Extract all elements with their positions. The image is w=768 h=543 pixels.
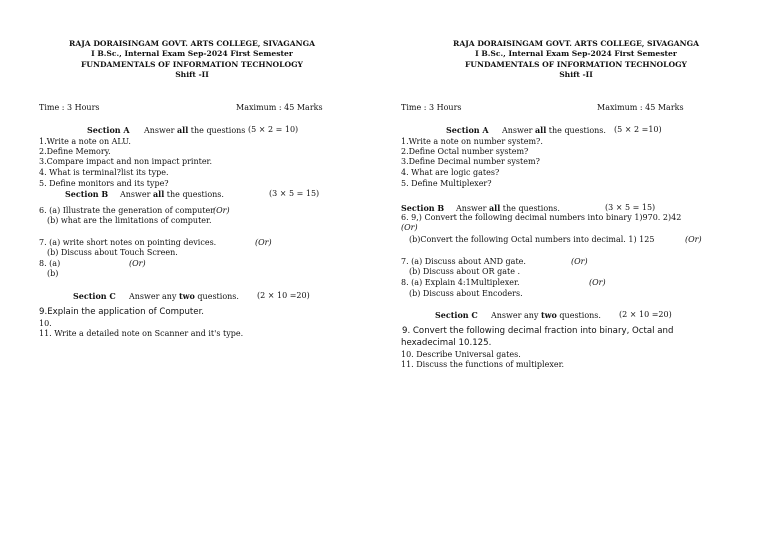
- instr-text: Answer any: [129, 292, 179, 301]
- section-c-instruction: [491, 310, 601, 321]
- section-a-instruction: [144, 125, 245, 136]
- instr-bold: all: [176, 125, 189, 135]
- question-2: 2.Define Octal number system?: [401, 147, 529, 156]
- section-c-marks: (2 × 10 =20): [257, 291, 310, 300]
- question-6b: (b) what are the limitations of computer.: [47, 216, 212, 225]
- instr-text: questions.: [556, 311, 601, 320]
- or-label: (Or): [401, 223, 418, 232]
- question-7b: (b) Discuss about OR gate .: [409, 267, 521, 276]
- section-c-instruction: [129, 291, 239, 302]
- question-10: 10. Describe Universal gates.: [401, 350, 521, 359]
- question-5: 5. Define Multiplexer?: [401, 179, 492, 188]
- or-label: (Or): [571, 257, 588, 266]
- section-a-heading: [87, 125, 130, 136]
- instr-text: the questions.: [164, 190, 224, 199]
- instr-text: Answer: [120, 190, 153, 199]
- instr-text: Answer: [456, 204, 489, 213]
- question-6a: 6. (a) Illustrate the generation of computer: [39, 206, 215, 215]
- question-6a: 6. 9,) Convert the following decimal numbers into binary 1)970. 2)42: [401, 213, 682, 222]
- question-7a: 7. (a) write short notes on pointing devices.: [39, 238, 217, 247]
- section-a-title: Section A: [446, 125, 489, 135]
- exam-title: I B.Sc., Internal Exam Sep-2024 First Semester: [91, 49, 293, 58]
- question-7-or: [255, 238, 272, 248]
- time-label: Time : 3 Hours: [401, 103, 462, 112]
- question-7b: (b) Discuss about Touch Screen.: [47, 248, 178, 257]
- college-name: RAJA DORAISINGAM GOVT. ARTS COLLEGE, SIVAGANGA: [69, 39, 315, 48]
- question-8b: (b): [47, 269, 59, 278]
- time-label: Time : 3 Hours: [39, 103, 100, 112]
- college-name: RAJA DORAISINGAM GOVT. ARTS COLLEGE, SIVAGANGA: [453, 39, 699, 48]
- or-label: (Or): [685, 235, 702, 244]
- instr-bold: all: [488, 203, 501, 213]
- instr-bold: all: [152, 189, 165, 199]
- section-c-heading: [435, 310, 478, 321]
- instr-text: Answer: [502, 126, 535, 135]
- shift-label: Shift -II: [175, 70, 209, 79]
- or-label: (Or): [213, 206, 230, 215]
- section-a-heading: [446, 125, 489, 136]
- question-4: 4. What are logic gates?: [401, 168, 500, 177]
- instr-text: Answer: [144, 126, 177, 135]
- section-a-marks: (5 × 2 =10): [614, 125, 662, 134]
- question-11: 11. Write a detailed note on Scanner and it's type.: [39, 329, 244, 338]
- section-c-heading: [73, 291, 116, 302]
- question-7a: 7. (a) Discuss about AND gate.: [401, 257, 526, 266]
- subject-title: FUNDAMENTALS OF INFORMATION TECHNOLOGY: [465, 60, 687, 69]
- question-8a: 8. (a) Explain 4:1Multiplexer.: [401, 278, 520, 287]
- section-b-title: Section B: [65, 189, 109, 199]
- instr-text: the questions.: [500, 204, 560, 213]
- question-8a: 8. (a): [39, 259, 61, 268]
- question-11: 11. Discuss the functions of multiplexer.: [401, 360, 565, 369]
- or-label: (Or): [255, 238, 272, 247]
- instr-text: Answer any: [491, 311, 541, 320]
- instr-bold: all: [534, 125, 547, 135]
- section-a-instruction: [502, 125, 606, 136]
- section-b-marks: (3 × 5 = 15): [269, 189, 320, 198]
- question-3: 3.Compare impact and non impact printer.: [39, 157, 213, 166]
- instr-text: questions.: [194, 292, 239, 301]
- instr-bold: two: [178, 291, 195, 301]
- question-6b-or: [685, 235, 702, 245]
- instr-text: the questions.: [546, 126, 606, 135]
- question-8-or: [589, 278, 606, 288]
- question-6-or: [213, 206, 230, 216]
- question-10: 10.: [39, 319, 52, 328]
- or-label: (Or): [129, 259, 146, 268]
- section-b-heading: [65, 189, 108, 200]
- section-a-marks: (5 × 2 = 10): [248, 125, 299, 134]
- section-c-title: Section C: [73, 291, 116, 301]
- max-marks-label: Maximum : 45 Marks: [597, 103, 684, 112]
- question-1: 1.Write a note on ALU.: [39, 137, 131, 146]
- question-7-or: [571, 257, 588, 267]
- right-question-paper: [384, 0, 768, 543]
- instr-text: the questions: [188, 126, 246, 135]
- question-1: 1.Write a note on number system?.: [401, 137, 543, 146]
- section-c-marks: (2 × 10 =20): [619, 310, 672, 319]
- instr-bold: two: [540, 310, 557, 320]
- section-a-title: Section A: [87, 125, 130, 135]
- section-b-marks: (3 × 5 = 15): [605, 203, 656, 212]
- max-marks-label: Maximum : 45 Marks: [236, 103, 323, 112]
- subject-title: FUNDAMENTALS OF INFORMATION TECHNOLOGY: [81, 60, 303, 69]
- question-9-line-1: 9. Convert the following decimal fraction into binary, Octal and: [402, 326, 674, 336]
- question-6b: (b)Convert the following Octal numbers into decimal. 1) 125: [409, 235, 655, 244]
- question-8b: (b) Discuss about Encoders.: [409, 289, 523, 298]
- question-4: 4. What is terminal?list its type.: [39, 168, 169, 177]
- question-6-or: [401, 223, 418, 233]
- question-9: 9.Explain the application of Computer.: [39, 307, 205, 317]
- section-b-title: Section B: [401, 203, 445, 213]
- question-8-or: [129, 259, 146, 269]
- question-2: 2.Define Memory.: [39, 147, 111, 156]
- or-label: (Or): [589, 278, 606, 287]
- exam-title: I B.Sc., Internal Exam Sep-2024 First Semester: [475, 49, 677, 58]
- question-9-line-2: hexadecimal 10.125.: [401, 338, 492, 348]
- question-3: 3.Define Decimal number system?: [401, 157, 540, 166]
- section-b-instruction: [120, 189, 224, 200]
- question-5: 5. Define monitors and its type?: [39, 179, 169, 188]
- shift-label: Shift -II: [559, 70, 593, 79]
- section-c-title: Section C: [435, 310, 478, 320]
